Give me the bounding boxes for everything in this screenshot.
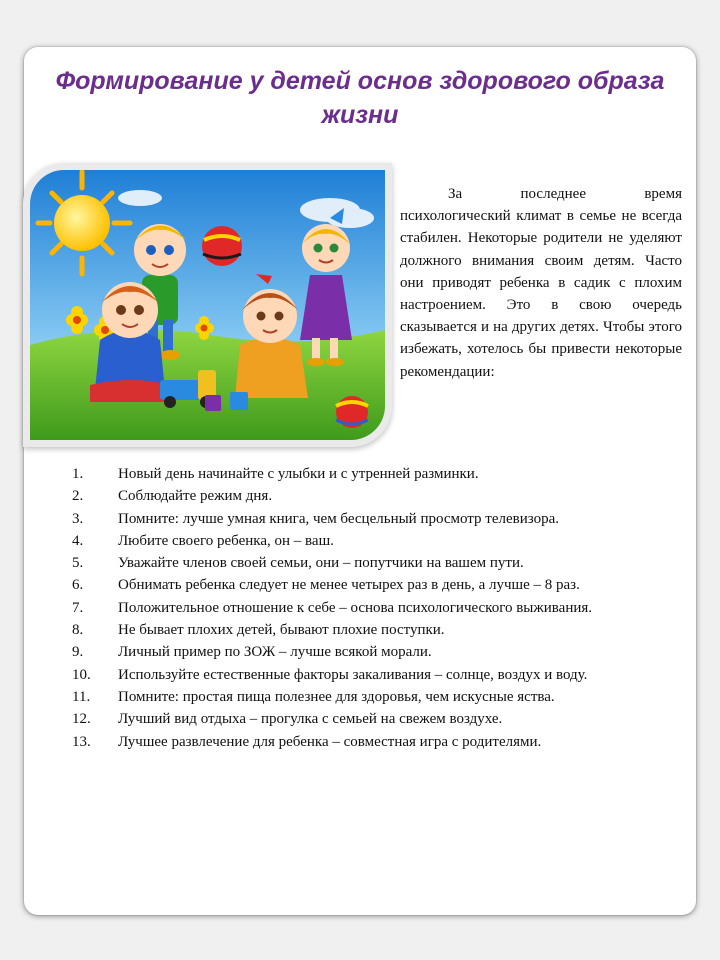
- list-item-text: Соблюдайте режим дня.: [118, 488, 273, 505]
- children-illustration: [30, 170, 385, 440]
- list-item-number: 12.: [72, 711, 91, 728]
- recommendations-list: [72, 463, 652, 753]
- list-item: [72, 530, 652, 552]
- list-item: [72, 686, 652, 708]
- list-item: [72, 552, 652, 574]
- list-item-number: 3.: [72, 510, 84, 527]
- list-item-text: Лучший вид отдыха – прогулка с семьей на свежем воздухе.: [118, 711, 503, 728]
- list-item: [72, 619, 652, 641]
- list-item-number: 4.: [72, 532, 84, 549]
- list-item-text: Лучшее развлечение для ребенка – совместная игра с родителями.: [118, 733, 542, 750]
- list-item: [72, 731, 652, 753]
- list-item-number: 6.: [72, 577, 84, 594]
- list-item-text: Не бывает плохих детей, бывают плохие поступки.: [118, 622, 445, 639]
- list-item-text: Личный пример по ЗОЖ – лучше всякой морали.: [118, 644, 432, 661]
- list-item-text: Помните: простая пища полезнее для здоровья, чем искусные яства.: [118, 688, 555, 705]
- list-item-text: Новый день начинайте с улыбки и с утренней разминки.: [118, 466, 479, 482]
- list-item: [72, 708, 652, 730]
- list-item-number: 13.: [72, 733, 91, 750]
- list-item-text: Любите своего ребенка, он – ваш.: [118, 532, 334, 549]
- page-title: Формирование у детей основ здорового образа жизни: [55, 67, 665, 129]
- list-item-text: Помните: лучше умная книга, чем бесцельный просмотр телевизора.: [118, 510, 560, 527]
- list-item-number: 9.: [72, 644, 84, 661]
- list-item-number: 1.: [72, 466, 84, 482]
- list-item-number: 5.: [72, 555, 84, 572]
- list-item-number: 7.: [72, 599, 84, 616]
- list-item: [72, 463, 652, 485]
- list-item: [72, 508, 652, 530]
- list-item-number: 11.: [72, 688, 91, 705]
- list-item-text: Уважайте членов своей семьи, они – попутчики на вашем пути.: [118, 555, 524, 572]
- list-item-text: Положительное отношение к себе – основа психологического выживания.: [118, 599, 593, 616]
- list-item-number: 2.: [72, 488, 84, 505]
- list-item-text: Обнимать ребенка следует не менее четырех раз в день, а лучше – 8 раз.: [118, 577, 580, 594]
- list-item-number: 10.: [72, 666, 91, 683]
- list-item: [72, 574, 652, 596]
- list-item: [72, 664, 652, 686]
- list-item: [72, 485, 652, 507]
- intro-paragraph: За последнее время психологический климат в семье не всегда стабилен. Некоторые родители не уделяют должного внимания своим детям. Часто они приводят ребенка в садик с плохим настроением. Это в свою очередь сказывается и на других детях. Чтобы этого избежать, хотелось бы привести некоторые рекомендации:: [400, 186, 682, 380]
- list-item: [72, 641, 652, 663]
- list-item-text: Используйте естественные факторы закаливания – солнце, воздух и воду.: [118, 666, 588, 683]
- list-item-number: 8.: [72, 622, 84, 639]
- list-item: [72, 597, 652, 619]
